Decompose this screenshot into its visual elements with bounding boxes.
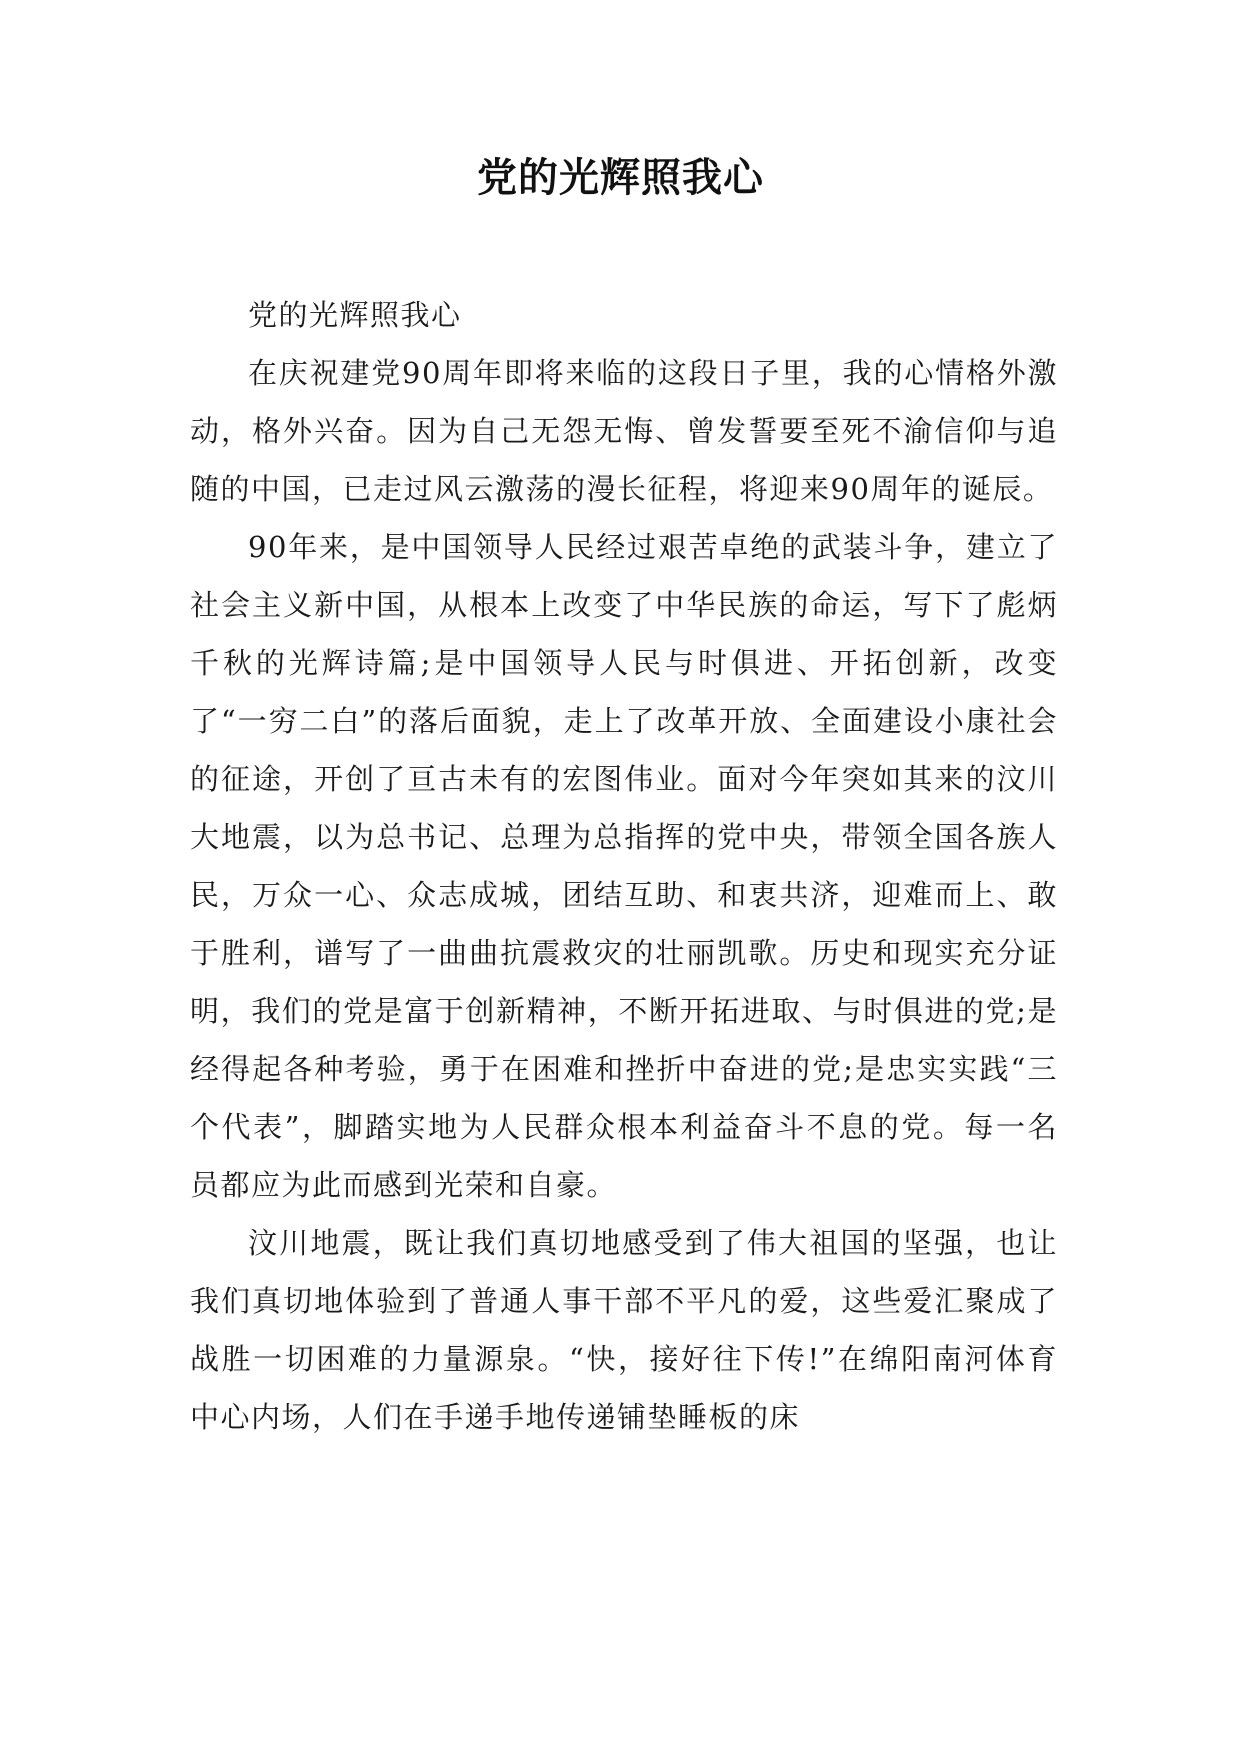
- paragraph-earthquake: 汶川地震，既让我们真切地感受到了伟大祖国的坚强，也让我们真切地体验到了普通人事干部不平凡的爱，这些爱汇聚成了战胜一切困难的力量源泉。“快，接好往下传!”在绵阳南河体育中心内场，人们在手递手地传递铺垫睡板的床: [190, 1226, 1058, 1434]
- document-body: [190, 286, 1058, 1446]
- paragraph-history: 90年来，是中国领导人民经过艰苦卓绝的武装斗争，建立了社会主义新中国，从根本上改变了中华民族的命运，写下了彪炳千秋的光辉诗篇;是中国领导人民与时俱进、开拓创新，改变了“一穷二白”的落后面貌，走上了改革开放、全面建设小康社会的征途，开创了亘古未有的宏图伟业。面对今年突如其来的汶川大地震，以为总书记、总理为总指挥的党中央，带领全国各族人民，万众一心、众志成城，团结互助、和衷共济，迎难而上、敢于胜利，谱写了一曲曲抗震救灾的壮丽凯歌。历史和现实充分证明，我们的党是富于创新精神，不断开拓进取、与时俱进的党;是经得起各种考验，勇于在困难和挫折中奋进的党;是忠实实践“三个代表”，脚踏实地为人民群众根本利益奋斗不息的党。每一名员都应为此而感到光荣和自豪。: [190, 530, 1058, 1202]
- document-title: 党的光辉照我心: [477, 155, 764, 201]
- paragraph-intro: 在庆祝建党90周年即将来临的这段日子里，我的心情格外激动，格外兴奋。因为自己无怨无悔、曾发誓要至死不渝信仰与追随的中国，已走过风云激荡的漫长征程，将迎来90周年的诞辰。: [190, 356, 1058, 506]
- paragraph-subtitle: 党的光辉照我心: [248, 298, 462, 332]
